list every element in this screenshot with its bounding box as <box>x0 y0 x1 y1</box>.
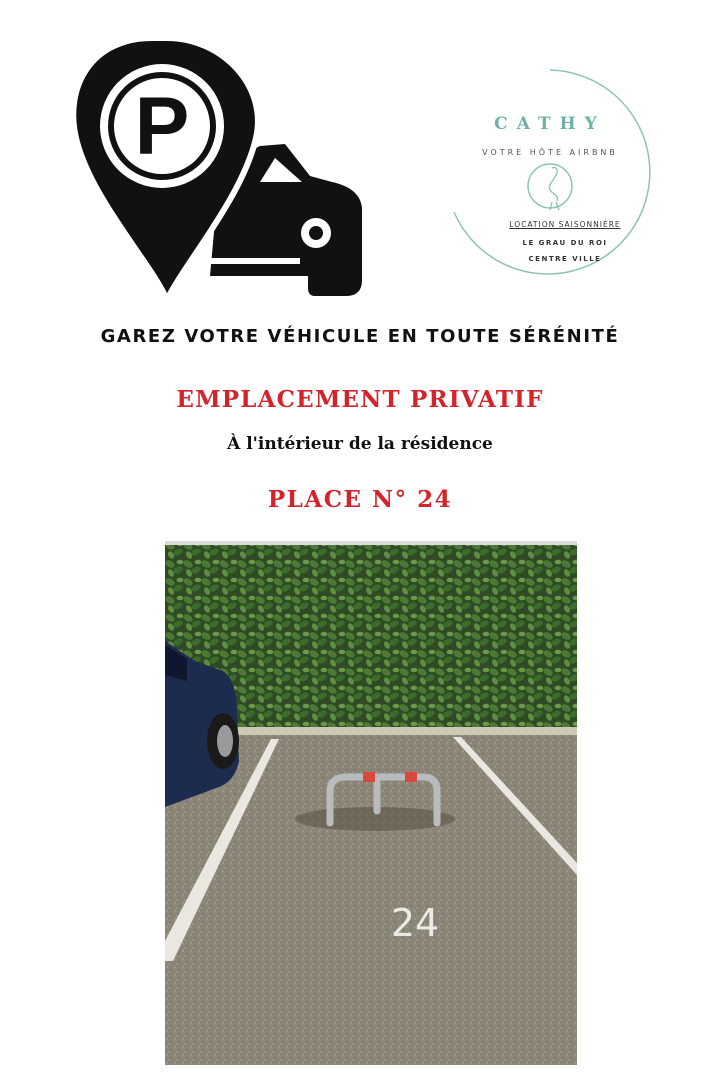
host-city: LE GRAU DU ROI <box>522 239 608 247</box>
host-business: LOCATION SAISONNIÈRE <box>509 220 621 229</box>
host-tagline: VOTRE HÔTE AIRBNB <box>482 148 618 157</box>
host-name: CATHY <box>494 114 606 134</box>
svg-text:P: P <box>134 81 190 172</box>
parking-pin-car-icon <box>70 36 370 300</box>
spot-location: À l'intérieur de la résidence <box>227 434 493 454</box>
host-logo-ring <box>440 62 660 282</box>
host-area: CENTRE VILLE <box>528 255 602 263</box>
painted-spot-number: 24 <box>390 901 440 945</box>
spot-number: PLACE N° 24 <box>267 486 453 513</box>
parking-photo <box>165 541 577 1065</box>
asphalt <box>165 735 577 1065</box>
spot-type: EMPLACEMENT PRIVATIF <box>176 386 544 413</box>
flamingo-icon <box>549 168 559 210</box>
tagline: GAREZ VOTRE VÉHICULE EN TOUTE SÉRÉNITÉ <box>100 326 620 347</box>
host-logo <box>440 62 660 282</box>
